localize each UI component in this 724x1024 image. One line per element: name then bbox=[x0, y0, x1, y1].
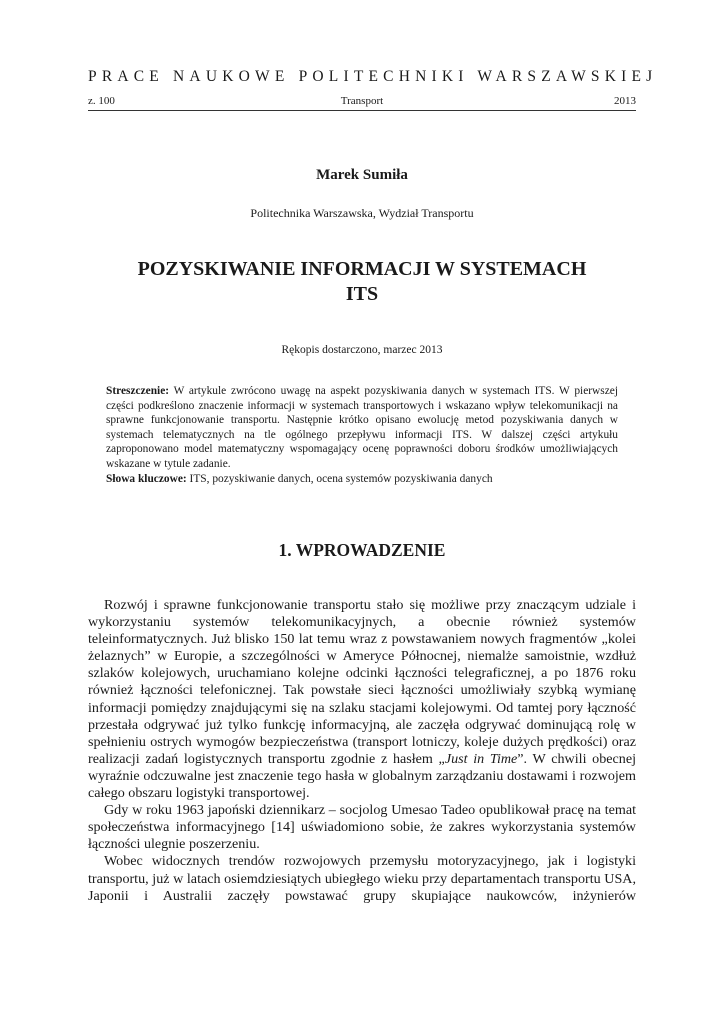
paragraph-1-text-b: ”. W chwili obecnej wyraźnie odczuwalne jest znaczenie tego hasła w globalnym zarządzaniu dostawami i rozwojem całego obszaru logistyki transportowej. bbox=[88, 750, 636, 802]
body-paragraph-2: Gdy w roku 1963 japoński dziennikarz – socjolog Umesao Tadeo opublikował pracę na temat społeczeństwa informacyjnego [14] uświadomiono sobie, że zakres wykorzystania systemów łączności ulegnie poszerzeniu. bbox=[88, 802, 636, 853]
body-paragraph-3: Wobec widocznych trendów rozwojowych przemysłu motoryzacyjnego, jak i logistyki transportu, już w latach osiemdziesiątych ubiegłego wieku przy departamentach transportu USA, Japonii i Australii zaczęły powstawać grupy skupiające naukowców, inżynierów bbox=[88, 853, 636, 904]
body-text bbox=[88, 597, 636, 905]
paragraph-1-italic: Just in Time bbox=[444, 750, 518, 767]
volume-number: z. 100 bbox=[88, 95, 115, 107]
paragraph-1-text-a: Rozwój i sprawne funkcjonowanie transportu stało się możliwe przy znaczącym udziale i wykorzystaniu systemów telekomunikacyjnych, a obecnie również systemów teleinformatycznych. Już blisko 150 lat temu wraz z powstawaniem nowych fragmentów „kolei żelaznych” w Europie, a szczególności w Ameryce Północnej, niemalże samoistnie, wzdłuż szlaków kolejowych, uruchamiano kolejne odcinki łączności telegraficznej, a po 1876 roku również łączności telefonicznej. Tak powstałe sieci łączności umożliwiały szybką wymianę informacji pomiędzy znajdującymi się na szlaku stacjami kolejowymi. Od tamtej pory łączność przestała odgrywać już tylko funkcję informacyjną, ale zaczęła odgrywać dominującą rolę w spełnieniu ostrych wymogów bezpieczeństwa (transport lotniczy, koleje dużych prędkości) oraz realizacji zadań logistycznych transportu zgodnie z hasłem „ bbox=[88, 597, 636, 767]
abstract-paragraph bbox=[106, 384, 618, 472]
received-date: Rękopis dostarczono, marzec 2013 bbox=[281, 344, 443, 356]
keywords-text: ITS, pozyskiwanie danych, ocena systemów pozyskiwania danych bbox=[186, 472, 493, 485]
publication-year: 2013 bbox=[614, 95, 636, 107]
paper-title bbox=[88, 257, 636, 307]
keywords-label: Słowa kluczowe: bbox=[106, 472, 187, 485]
keywords-paragraph bbox=[106, 472, 618, 487]
journal-subject: Transport bbox=[340, 95, 384, 107]
paper-title-line-2: ITS bbox=[345, 283, 379, 305]
header-rule bbox=[88, 110, 636, 111]
journal-series-title: PRACE NAUKOWE POLITECHNIKI WARSZAWSKIEJ bbox=[88, 68, 658, 85]
section-heading: 1. WPROWADZENIE bbox=[278, 540, 446, 560]
author-name: Marek Sumiła bbox=[316, 167, 408, 183]
abstract-text: W artykule zwrócono uwagę na aspekt pozyskiwania danych w systemach ITS. W pierwszej części podkreślono znaczenie informacji w systemach transportowych i wskazano wpływ telekomunikacji na sprawne funkcjonowanie transportu. Następnie krótko opisano ewolucję metod pozyskiwania danych w systemach telematycznych na tle ogólnego przepływu informacji ITS. W dalszej części artykułu zaproponowano model matematyczny wspomagający ocenę poprawności doboru środków umożliwiających wskazane w tytule zadanie. bbox=[106, 385, 618, 470]
paper-title-line-1: POZYSKIWANIE INFORMACJI W SYSTEMACH bbox=[137, 258, 587, 280]
author-affiliation: Politechnika Warszawska, Wydział Transportu bbox=[250, 206, 474, 220]
abstract-label: Streszczenie: bbox=[106, 385, 170, 397]
body-paragraph-1 bbox=[88, 597, 636, 802]
abstract-block bbox=[106, 384, 618, 486]
